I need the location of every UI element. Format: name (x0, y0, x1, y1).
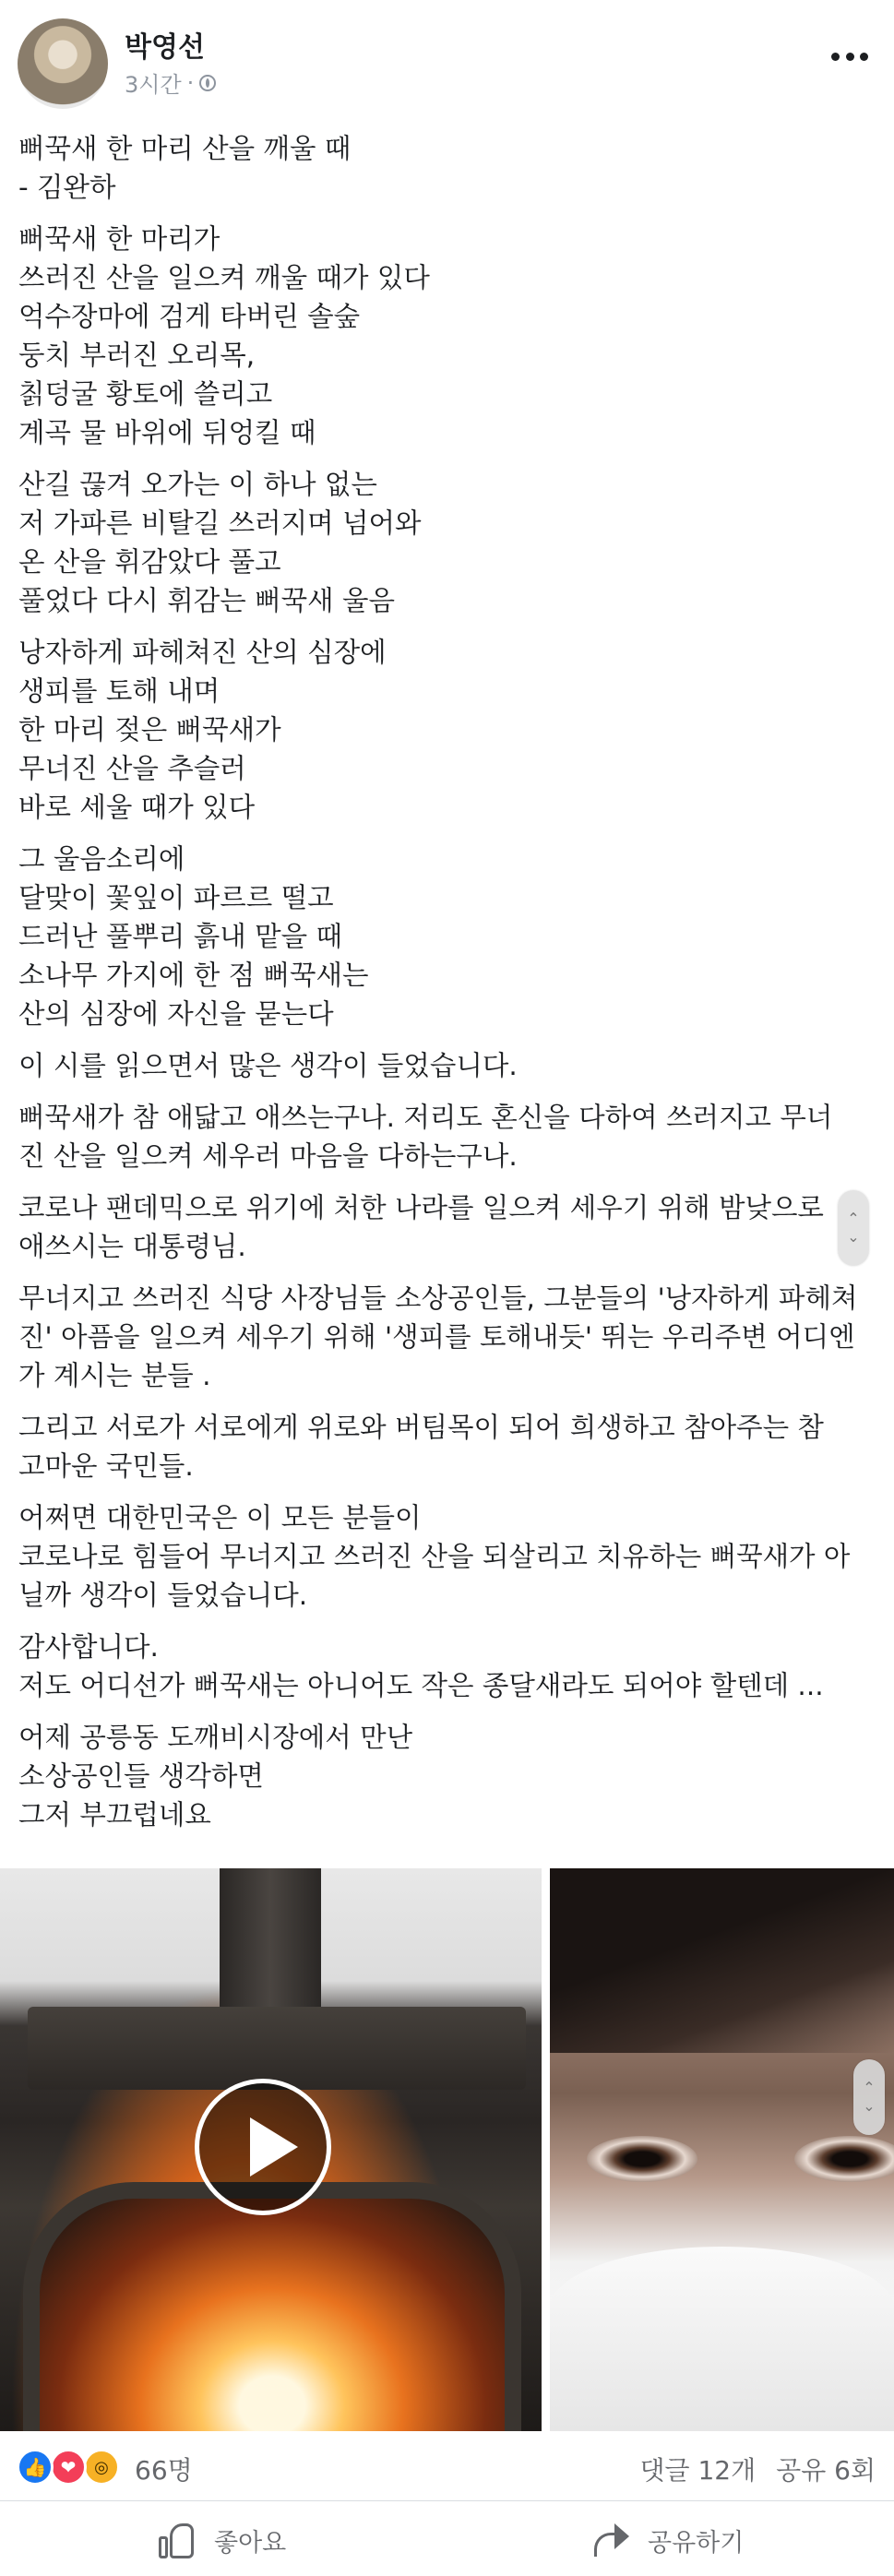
like-icon: 👍 (17, 2449, 54, 2486)
chevron-down-icon[interactable]: ⌄ (863, 2097, 876, 2115)
engagement-counts (639, 2451, 876, 2487)
stove-pipe-image (220, 1868, 321, 2016)
post-paragraph: 뻐꾹새가 참 애닯고 애쓰는구나. 저리도 혼신을 다하여 쓰러지고 무너 진 산을 일으켜 세우러 마음을 다하는구나. (18, 1102, 833, 1172)
share-button-label: 공유하기 (648, 2528, 745, 2558)
play-icon[interactable] (195, 2079, 331, 2215)
photo-eye (794, 2136, 894, 2182)
photo-thumbnail[interactable] (550, 1868, 894, 2431)
comment-count[interactable]: 댓글 12개 (639, 2455, 757, 2486)
photo-eye (587, 2136, 697, 2182)
author-name[interactable]: 박영선 (125, 31, 205, 64)
post-paragraph: 낭자하게 파헤쳐진 산의 심장에 생피를 토해 내며 한 마리 젖은 뻐꾹새가 무너진 산을 추슬러 바로 세울 때가 있다 (18, 637, 387, 823)
meta-separator: · (186, 69, 195, 96)
globe-icon (199, 75, 216, 91)
post-paragraph: 뻐꾹새 한 마리가 쓰러진 산을 일으켜 깨울 때가 있다 억수장마에 검게 타버린 솔숲 둥치 부러진 오리목, 칡덩굴 황토에 쓸리고 계곡 물 바위에 뒤엉킬 때 (18, 223, 430, 448)
author-avatar[interactable] (18, 18, 108, 109)
more-dot-icon (831, 53, 840, 61)
reaction-icons[interactable] (17, 2449, 133, 2486)
share-button[interactable] (590, 2518, 744, 2562)
media-scroll-control[interactable] (853, 2059, 885, 2135)
video-thumbnail[interactable] (0, 1868, 542, 2431)
wow-icon: ◎ (83, 2449, 120, 2486)
love-icon: ❤ (50, 2449, 87, 2486)
photo-mask (550, 2247, 894, 2431)
reaction-count[interactable]: 66명 (135, 2455, 193, 2486)
post-timestamp[interactable]: 3시간 (125, 72, 182, 98)
action-bar (0, 2500, 894, 2576)
post-paragraph: 어쩌면 대한민국은 이 모든 분들이 코로나로 힘들어 무너지고 쓰러진 산을 되살리고 치유하는 뻐꾹새가 아 닐까 생각이 들었습니다. (18, 1502, 851, 1611)
post-text (18, 129, 867, 1847)
photo-hair (550, 1868, 894, 2053)
more-dot-icon (846, 53, 854, 61)
post-header (0, 0, 894, 111)
post-paragraph: 감사합니다. 저도 어디선가 뻐꾹새는 아니어도 작은 종달새라도 되어야 할텐데 ... (18, 1631, 824, 1701)
post-paragraph: 무너지고 쓰러진 식당 사장님들 소상공인들, 그분들의 '낭자하게 파헤쳐 진' 아픔을 일으켜 세우기 위해 '생피를 토해내듯' 뛰는 우리주변 어디엔 가 계시는 분들 . (18, 1282, 858, 1391)
post-paragraph: 이 시를 읽으면서 많은 생각이 들었습니다. (18, 1050, 518, 1081)
post-paragraph: 어제 공릉동 도깨비시장에서 만난 소상공인들 생각하면 그저 부끄럽네요 (18, 1722, 413, 1831)
post-paragraph: 뻐꾹새 한 마리 산을 깨울 때 - 김완하 (18, 133, 352, 203)
more-dot-icon (860, 53, 868, 61)
scroll-control[interactable] (838, 1190, 869, 1266)
post-paragraph: 산길 끊겨 오가는 이 하나 없는 저 가파른 비탈길 쓰러지며 넘어와 온 산을 휘감았다 풀고 풀었다 다시 휘감는 뻐꾹새 울음 (18, 469, 422, 616)
reactions-bar (0, 2443, 894, 2493)
chevron-up-icon[interactable]: ⌃ (847, 1210, 860, 1227)
stove-top-image (28, 2007, 526, 2090)
post-paragraph: 그리고 서로가 서로에게 위로와 버팀목이 되어 희생하고 참아주는 참 고마운 국민들. (18, 1412, 824, 1482)
chevron-down-icon[interactable]: ⌄ (847, 1228, 860, 1246)
post-paragraph: 그 울음소리에 달맞이 꽃잎이 파르르 떨고 드러난 풀뿌리 흙내 맡을 때 소나무 가지에 한 점 뻐꾹새는 산의 심장에 자신을 묻는다 (18, 843, 369, 1030)
share-arrow-icon (590, 2520, 631, 2560)
share-count[interactable]: 공유 6회 (776, 2455, 876, 2486)
more-options-button[interactable] (831, 51, 868, 62)
fire-image (23, 2182, 521, 2431)
chevron-up-icon[interactable]: ⌃ (863, 2079, 876, 2096)
post-paragraph: 코로나 팬데믹으로 위기에 처한 나라를 일으켜 세우기 위해 밤낮으로 애쓰시는 대통령님. (18, 1192, 824, 1262)
like-button[interactable] (157, 2518, 286, 2562)
post-meta (125, 66, 216, 99)
thumbs-up-icon (157, 2520, 197, 2560)
like-button-label: 좋아요 (214, 2528, 287, 2558)
